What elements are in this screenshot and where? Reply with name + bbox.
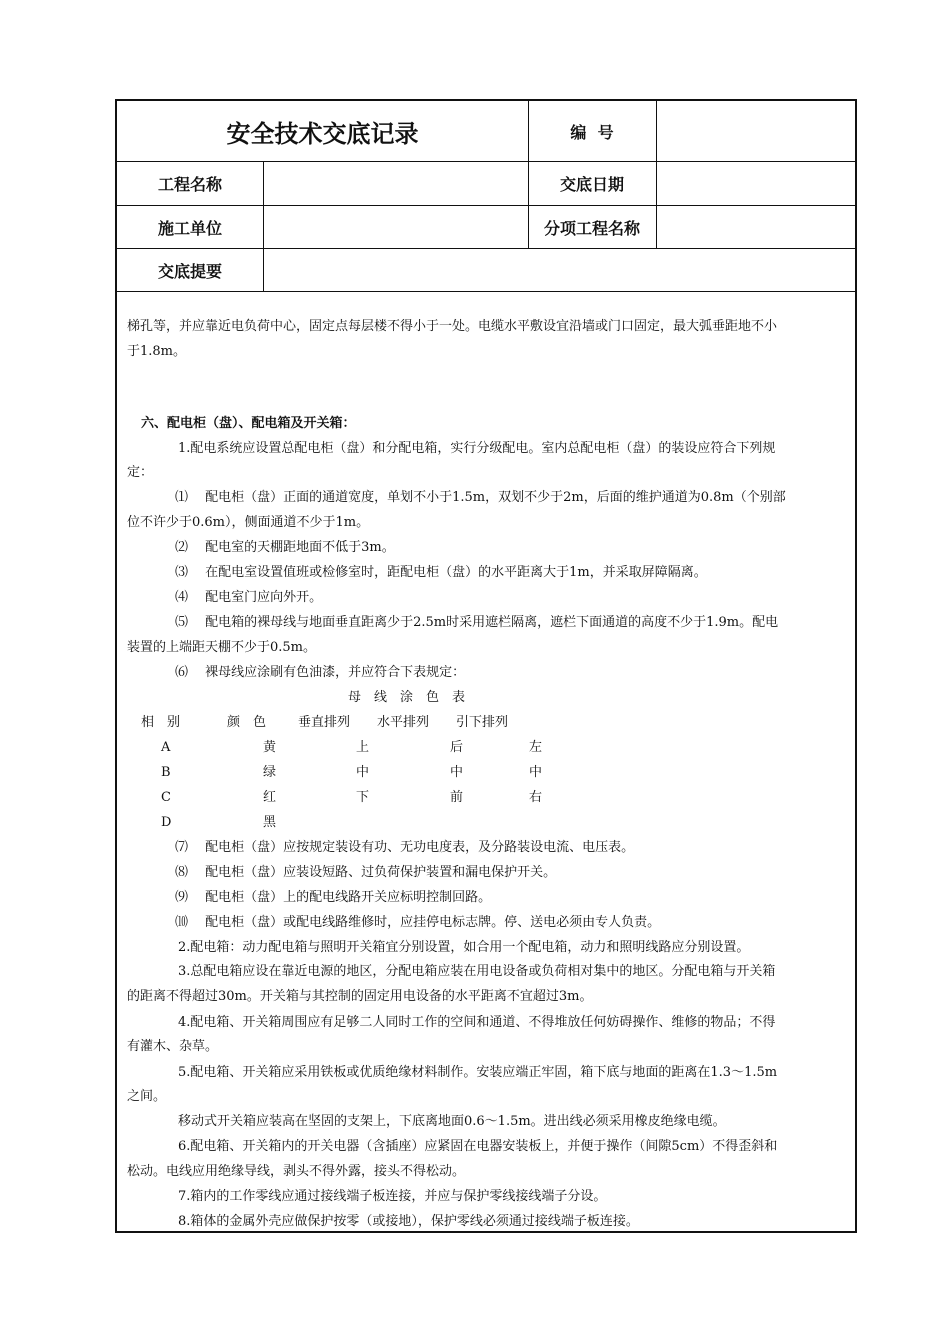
table-header: 颜 色	[227, 715, 267, 730]
list-item: ⑴ 配电柜（盘）正面的通道宽度，单划不小于1.5m，双划不少于2m，后面的维护通道为0.8m（个别部	[175, 490, 786, 505]
paragraph-line: 有灌木、杂草。	[127, 1039, 219, 1054]
project-row	[117, 162, 855, 206]
table-cell: A	[161, 740, 171, 755]
paragraph-line: 于1.8m。	[127, 344, 187, 359]
table-header: 相 别	[141, 715, 181, 730]
table-cell: D	[161, 815, 172, 830]
list-item: ⑹ 裸母线应涂刷有色油漆，并应符合下表规定：	[175, 665, 466, 680]
sub-project-label: 分项工程名称	[543, 218, 640, 238]
table-cell: 前	[450, 790, 464, 805]
list-item: ⑻ 配电柜（盘）应装设短路、过负荷保护装置和漏电保护开关。	[175, 865, 557, 880]
project-name-value[interactable]	[264, 162, 528, 205]
table-header: 引下排列	[456, 715, 509, 730]
list-item: ⑶ 在配电室设置值班或检修室时，距配电柜（盘）的水平距离大于1m，并采取屏障隔离。	[175, 565, 707, 580]
paragraph-line: 4.配电箱、开关箱周围应有足够二人同时工作的空间和通道、不得堆放任何妨碍操作、维修的物品；不得	[178, 1015, 776, 1030]
paragraph-line: 的距离不得超过30m。开关箱与其控制的固定用电设备的水平距离不宜超过3m。	[127, 989, 593, 1004]
paragraph-line: 3.总配电箱应设在靠近电源的地区，分配电箱应装在用电设备或负荷相对集中的地区。分配电箱与开关箱	[178, 964, 776, 979]
table-cell: 右	[529, 790, 543, 805]
table-cell: 中	[450, 765, 464, 780]
list-item: ⑽ 配电柜（盘）或配电线路维修时，应挂停电标志牌。停、送电必须由专人负责。	[175, 915, 661, 930]
table-cell: 红	[263, 790, 277, 805]
list-item: ⑸ 配电箱的裸母线与地面垂直距离少于2.5m时采用遮栏隔离，遮栏下面通道的高度不少于1.9m。配电	[175, 615, 779, 630]
project-name-label: 工程名称	[157, 175, 222, 194]
table-cell: 左	[529, 740, 543, 755]
form-title: 安全技术交底记录	[226, 119, 419, 148]
paragraph-line: 之间。	[127, 1089, 167, 1104]
table-header: 水平排列	[377, 715, 430, 730]
table-cell: 绿	[263, 765, 277, 780]
paragraph-line: 5.配电箱、开关箱应采用铁板或优质绝缘材料制作。安装应端正牢固，箱下底与地面的距离在1.3～1.5m	[178, 1065, 778, 1080]
record-form	[115, 99, 857, 1233]
table-cell: 后	[450, 740, 464, 755]
paragraph-line: 2.配电箱：动力配电箱与照明开关箱宜分别设置，如合用一个配电箱，动力和照明线路应分别设置。	[178, 940, 750, 955]
list-item: 位不许少于0.6m），侧面通道不少于1m。	[127, 515, 370, 530]
date-label: 交底日期	[559, 175, 624, 194]
summary-row	[117, 249, 855, 292]
title-row	[117, 101, 855, 162]
sub-project-value[interactable]	[657, 206, 855, 248]
table-cell: 上	[356, 740, 370, 755]
unit-label: 施工单位	[157, 218, 222, 238]
list-item: ⑵ 配电室的天棚距地面不低于3m。	[175, 540, 395, 555]
table-title: 母 线 涂 色 表	[348, 690, 466, 705]
paragraph-line: 梯孔等，并应靠近电负荷中心，固定点每层楼不得小于一处。电缆水平敷设宜沿墙或门口固定，最大弧垂距地不小	[127, 319, 778, 334]
paragraph-line: 移动式开关箱应装高在坚固的支架上，下底离地面0.6～1.5m。进出线必须采用橡皮绝缘电缆。	[178, 1114, 726, 1129]
list-item: 装置的上端距天棚不少于0.5m。	[127, 640, 317, 655]
table-cell: 中	[356, 765, 370, 780]
list-item: ⑺ 配电柜（盘）应按规定装设有功、无功电度表，及分路装设电流、电压表。	[175, 840, 635, 855]
number-value[interactable]	[657, 101, 855, 161]
paragraph-line: 松动。电线应用绝缘导线，剥头不得外露，接头不得松动。	[127, 1164, 466, 1179]
section-heading: 六、配电柜（盘）、配电箱及开关箱：	[141, 416, 356, 431]
summary-label: 交底提要	[157, 261, 222, 281]
disclosure-content	[117, 292, 855, 1231]
table-cell: B	[161, 765, 171, 780]
table-cell: 黄	[263, 740, 277, 755]
paragraph-line: 定：	[127, 465, 154, 480]
table-cell: 黑	[263, 815, 277, 830]
unit-value[interactable]	[264, 206, 528, 248]
number-label: 编 号	[570, 122, 614, 142]
unit-row	[117, 206, 855, 249]
summary-value[interactable]	[264, 249, 855, 291]
table-cell: 下	[356, 790, 370, 805]
paragraph-line: 8.箱体的金属外壳应做保护按零（或接地），保护零线必须通过接线端子板连接。	[178, 1214, 639, 1229]
table-cell: C	[161, 790, 171, 805]
table-cell: 中	[529, 765, 543, 780]
table-header: 垂直排列	[298, 715, 351, 730]
paragraph-line: 7.箱内的工作零线应通过接线端子板连接，并应与保护零线接线端子分设。	[178, 1189, 607, 1204]
list-item: ⑼ 配电柜（盘）上的配电线路开关应标明控制回路。	[175, 890, 492, 905]
paragraph-line: 1.配电系统应设置总配电柜（盘）和分配电箱，实行分级配电。室内总配电柜（盘）的装设应符合下列规	[178, 441, 776, 456]
paragraph-line: 6.配电箱、开关箱内的开关电器（含插座）应紧固在电器安装板上，并便于操作（间隙5cm）不得歪斜和	[178, 1139, 778, 1154]
date-value[interactable]	[657, 162, 855, 205]
list-item: ⑷ 配电室门应向外开。	[175, 590, 323, 605]
